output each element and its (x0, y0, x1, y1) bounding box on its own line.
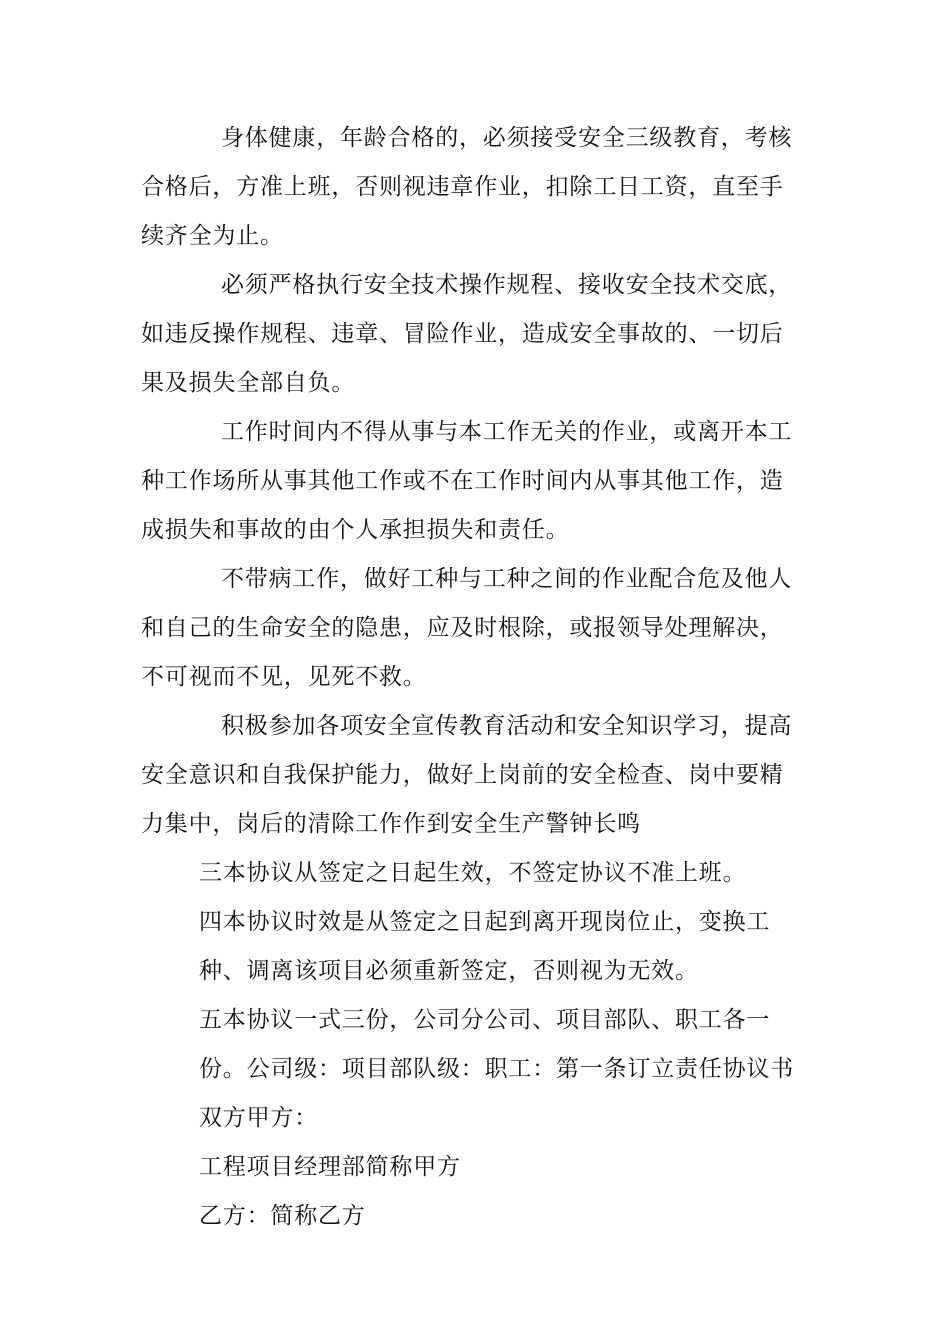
paragraph-safety-training: 积极参加各项安全宣传教育活动和安全知识学习，提高安全意识和自我保护能力，做好上岗前的安全检查、岗中要精力集中，岗后的清除工作作到安全生产警钟长鸣 (141, 713, 793, 837)
paragraph-party-a: 工程项目经理部简称甲方 (199, 1154, 461, 1180)
document-body (141, 114, 803, 1241)
paragraph-effective-date: 三本协议从签定之日起生效，不签定协议不准上班。 (199, 860, 747, 886)
paragraph-health-education: 身体健康，年龄合格的，必须接受安全三级教育，考核合格后，方准上班，否则视违章作业，扣除工日工资，直至手续齐全为止。 (141, 125, 793, 249)
paragraph-operating-rules: 必须严格执行安全技术操作规程、接收安全技术交底，如违反操作规程、违章、冒险作业，造成安全事故的、一切后果及损失全部自负。 (141, 272, 793, 396)
paragraph-party-b: 乙方：简称乙方 (199, 1203, 366, 1229)
paragraph-no-sick-work: 不带病工作，做好工种与工种之间的作业配合危及他人和自己的生命安全的隐患，应及时根除，或报领导处理解决，不可视而不见，见死不救。 (141, 566, 793, 690)
paragraph-validity-period: 四本协议时效是从签定之日起到离开现岗位止，变换工种、调离该项目必须重新签定，否则视为无效。 (199, 909, 771, 984)
paragraph-copies: 五本协议一式三份，公司分公司、项目部队、职工各一份。公司级：项目部队级：职工：第一条订立责任协议书双方甲方： (199, 1007, 794, 1131)
paragraph-work-time: 工作时间内不得从事与本工作无关的作业，或离开本工种工作场所从事其他工作或不在工作时间内从事其他工作，造成损失和事故的由个人承担损失和责任。 (141, 419, 793, 543)
